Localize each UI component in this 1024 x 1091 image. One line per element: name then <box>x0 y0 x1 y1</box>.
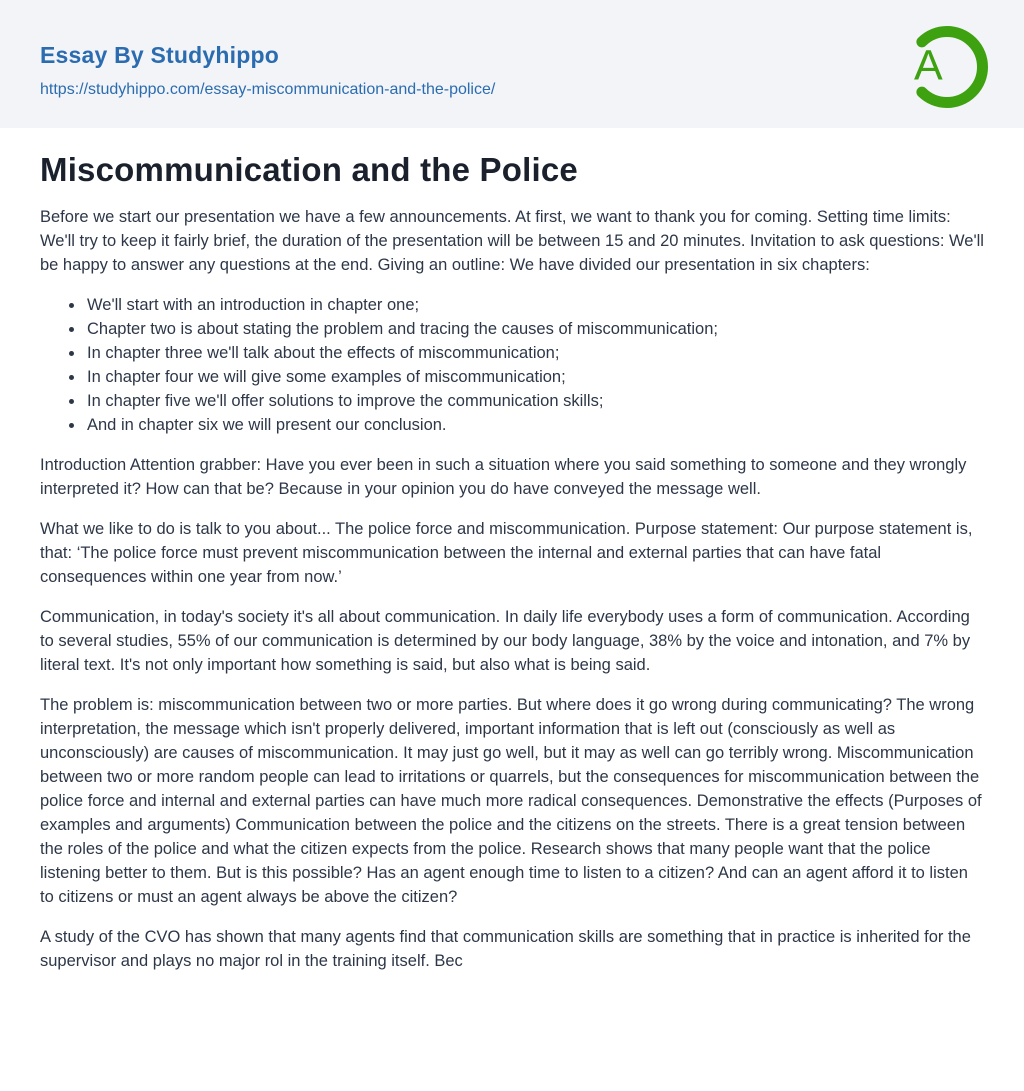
list-item-text: In chapter five we'll offer solutions to improve the communication skills; <box>87 392 604 410</box>
article-paragraph: Introduction Attention grabber: Have you ever been in such a situation where you said something to someone and they wrongly interpreted it? How can that be? Because in your opinion you do have conveyed the message well. <box>40 456 967 498</box>
logo-letter: A <box>914 41 943 90</box>
list-item-text: In chapter three we'll talk about the effects of miscommunication; <box>87 344 560 362</box>
bullet-icon <box>69 351 74 356</box>
studyhippo-logo <box>898 20 992 114</box>
bullet-icon <box>69 375 74 380</box>
bullet-icon <box>69 423 74 428</box>
list-item <box>40 341 984 365</box>
list-item-text: We'll start with an introduction in chapter one; <box>87 296 420 314</box>
list-item <box>40 365 984 389</box>
article-paragraph: A study of the CVO has shown that many agents find that communication skills are something that in practice is inherited for the supervisor and plays no major rol in the training itself. Bec <box>40 928 971 970</box>
article-title: Miscommunication and the Police <box>40 151 578 188</box>
essay-article <box>0 151 1024 1041</box>
list-item <box>40 293 984 317</box>
page-header <box>0 0 1024 128</box>
list-item-text: In chapter four we will give some examples of miscommunication; <box>87 368 566 386</box>
header-text-block <box>40 42 984 99</box>
list-item <box>40 413 984 437</box>
bullet-icon <box>69 327 74 332</box>
list-item-text: Chapter two is about stating the problem and tracing the causes of miscommunication; <box>87 320 718 338</box>
list-item <box>40 317 984 341</box>
list-item-text: And in chapter six we will present our conclusion. <box>87 416 447 434</box>
site-title: Essay By Studyhippo <box>40 42 279 68</box>
article-paragraph-intro: Before we start our presentation we have a few announcements. At first, we want to thank you for coming. Setting time limits: We'll try to keep it fairly brief, the duration of the presentation will be between 15 and 20 minutes. Invitation to ask questions: We'll be happy to answer any questions at the end. Giving an outline: We have divided our presentation in six chapters: <box>40 208 984 274</box>
article-paragraph: What we like to do is talk to you about... The police force and miscommunication. Purpose statement: Our purpose statement is, that: ‘The police force must prevent miscommunication between the internal and external parties that can have fatal consequences within one year from now.’ <box>40 520 973 586</box>
page-url-link[interactable]: https://studyhippo.com/essay-miscommunication-and-the-police/ <box>40 81 496 98</box>
bullet-icon <box>69 303 74 308</box>
article-paragraph: Communication, in today's society it's all about communication. In daily life everybody uses a form of communication. According to several studies, 55% of our communication is determined by our body language, 38% by the voice and intonation, and 7% by literal text. It's not only important how something is said, but also what is being said. <box>40 608 971 674</box>
article-paragraph: The problem is: miscommunication between two or more parties. But where does it go wrong during communicating? The wrong interpretation, the message which isn't properly delivered, important information that is left out (consciously as well as unconsciously) are causes of miscommunication. It may just go well, but it may as well can go terribly wrong. Miscommunication between two or more random people can lead to irritations or quarrels, but the consequences for miscommunication between the police force and internal and external parties can have much more radical consequences. Demonstrative the effects (Purposes of examples and arguments) Communication between the police and the citizens on the streets. There is a great tension between the roles of the police and what the citizen expects from the police. Research shows that many people want that the police listening better to them. But is this possible? Has an agent enough time to listen to a citizen? And can an agent afford it to listen to citizens or must an agent always be above the citizen? <box>40 696 982 906</box>
list-item <box>40 389 984 413</box>
bullet-icon <box>69 399 74 404</box>
logo-ring-icon <box>898 20 992 114</box>
chapter-list <box>40 293 984 437</box>
